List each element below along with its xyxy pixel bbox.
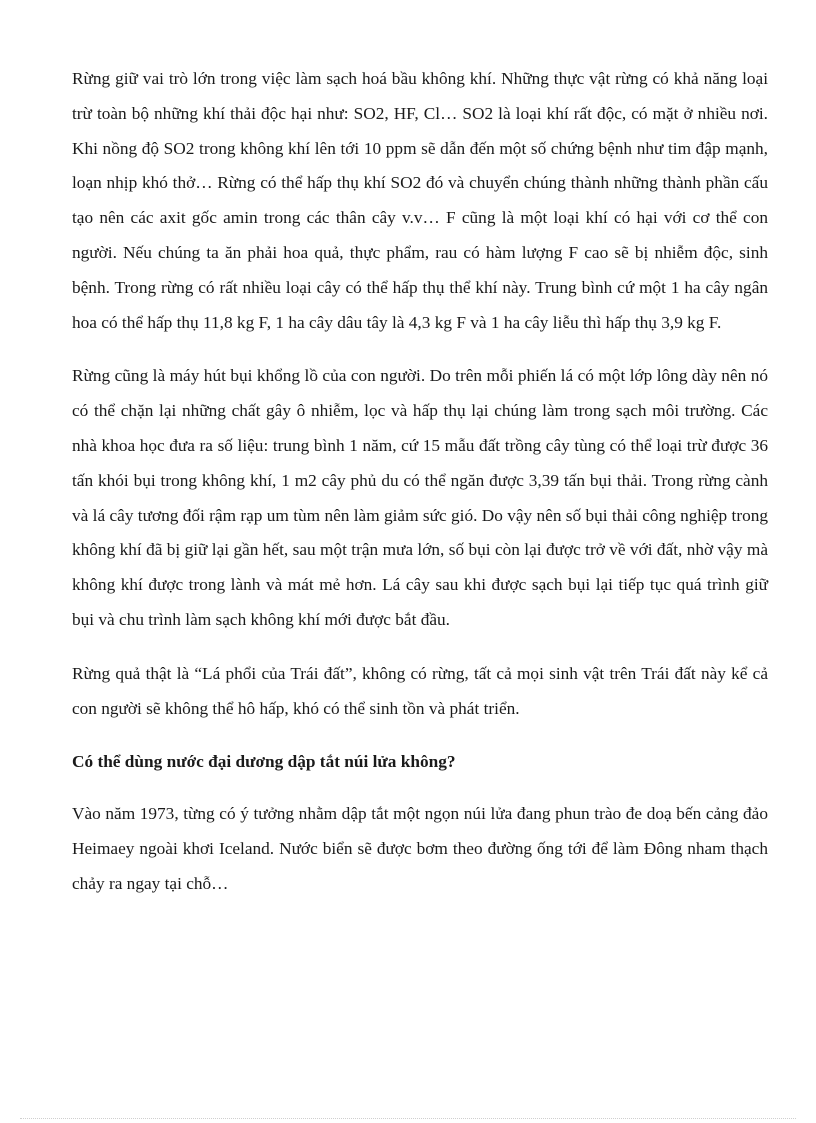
section-heading: Có thể dùng nước đại dương dập tắt núi lửa không? — [72, 752, 456, 772]
paragraph-forest-dust-filter: Rừng cũng là máy hút bụi khổng lồ của con người. Do trên mỗi phiến lá có một lớp lông dày nên nó có thể chặn lại những chất gây ô nhiễm, lọc và hấp thụ lại chúng làm trong sạch môi trường. Các nhà khoa học đưa ra số liệu: trung bình 1 năm, cứ 15 mẫu đất trồng cây tùng có thể loại trừ được 36 tấn khói bụi trong không khí, 1 m2 cây phủ du có thể ngăn được 3,39 tấn bụi thải. Trong rừng cành và lá cây tương đối rậm rạp um tùm nên làm giảm sức gió. Do vậy nên số bụi thải công nghiệp trong không khí đã bị giữ lại gần hết, sau một trận mưa lớn, số bụi còn lại được trở về với đất, nhờ vậy mà không khí được trong lành và mát mẻ hơn. Lá cây sau khi được sạch bụi lại tiếp tục quá trình giữ bụi và chu trình làm sạch không khí mới được bắt đầu. — [72, 366, 768, 629]
paragraph-lungs-of-earth: Rừng quả thật là “Lá phổi của Trái đất”, không có rừng, tất cả mọi sinh vật trên Trái đất này kể cả con người sẽ không thể hô hấp, khó có thể sinh tồn và phát triển. — [72, 663, 768, 718]
page-bottom-divider — [20, 1118, 796, 1119]
paragraph-volcano-heimaey: Vào năm 1973, từng có ý tưởng nhằm dập tắt một ngọn núi lửa đang phun trào đe doạ bến cảng đảo Heimaey ngoài khơi Iceland. Nước biển sẽ được bơm theo đường ống tới để làm Đông nham thạch chảy ra ngay tại chỗ… — [72, 804, 768, 893]
document-body — [72, 62, 768, 921]
paragraph-forest-air-cleaning: Rừng giữ vai trò lớn trong việc làm sạch hoá bầu không khí. Những thực vật rừng có khả năng loại trừ toàn bộ những khí thải độc hại như: SO2, HF, Cl… SO2 là loại khí rất độc, có mặt ở nhiều nơi. Khi nồng độ SO2 trong không khí lên tới 10 ppm sẽ dẫn đến một số chứng bệnh như tim đập mạnh, loạn nhịp khó thở… Rừng có thể hấp thụ khí SO2 đó và chuyển chúng thành những thành phần cấu tạo nên các axit gốc amin trong các thân cây v.v… F cũng là một loại khí có hại với cơ thể con người. Nếu chúng ta ăn phải hoa quả, thực phẩm, rau có hàm lượng F cao sẽ bị nhiễm độc, sinh bệnh. Trong rừng có rất nhiều loại cây có thể hấp thụ thể khí này. Trung bình cứ một 1 ha cây ngân hoa có thể hấp thụ 11,8 kg F, 1 ha cây dâu tây là 4,3 kg F và 1 ha cây liễu thì hấp thụ 3,9 kg F. — [72, 69, 768, 332]
